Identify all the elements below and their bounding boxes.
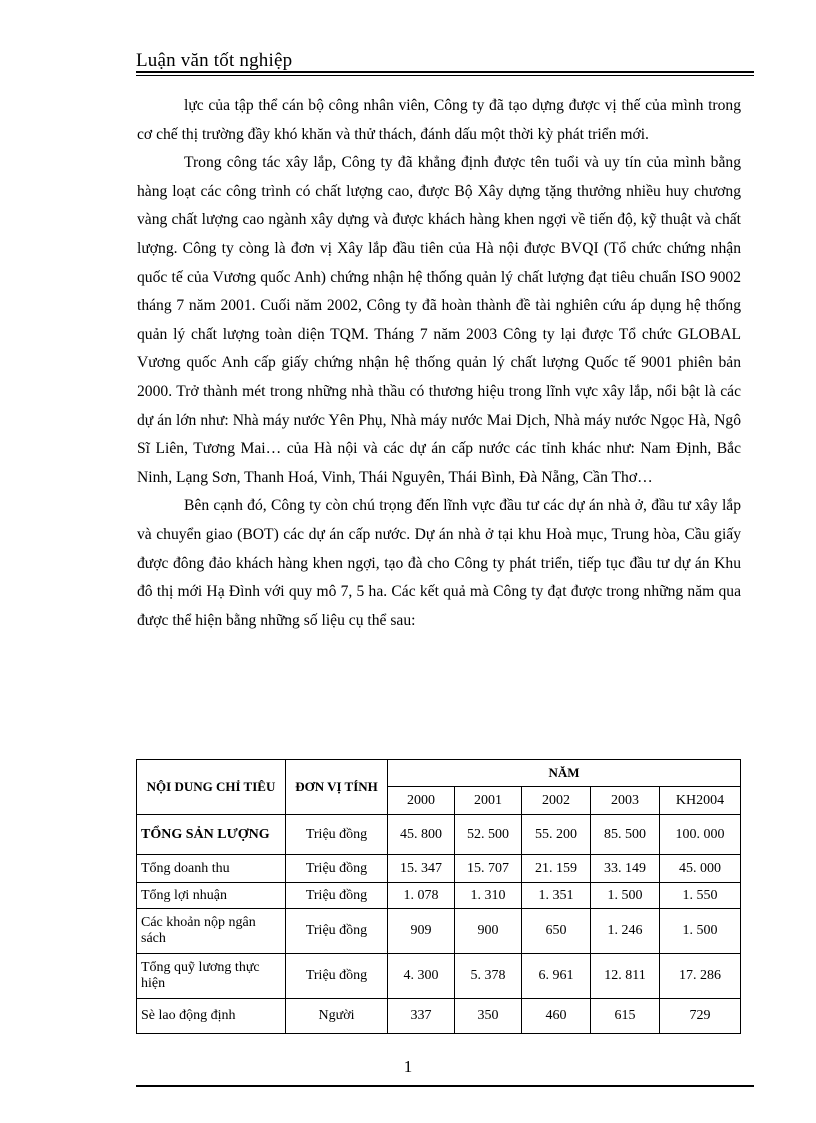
table-row bbox=[137, 815, 741, 855]
row-value: 650 bbox=[522, 909, 591, 954]
header-year: NĂM bbox=[388, 760, 741, 787]
row-value: 1. 246 bbox=[591, 909, 660, 954]
results-table bbox=[136, 759, 741, 1034]
row-label: Tổng quỹ lương thực hiện bbox=[137, 954, 286, 999]
footer-rule bbox=[136, 1085, 754, 1087]
row-value: 45. 000 bbox=[660, 855, 741, 883]
row-label: TỔNG SẢN LƯỢNG bbox=[137, 815, 286, 855]
row-label: Tổng doanh thu bbox=[137, 855, 286, 883]
row-value: 33. 149 bbox=[591, 855, 660, 883]
row-value: 615 bbox=[591, 999, 660, 1034]
header-rule-thin bbox=[136, 75, 754, 76]
row-value: 909 bbox=[388, 909, 455, 954]
body-text bbox=[137, 92, 741, 635]
row-value: 1. 310 bbox=[455, 883, 522, 909]
header-rule-thick bbox=[136, 71, 754, 73]
header-content: NỘI DUNG CHỈ TIÊU bbox=[137, 760, 286, 815]
row-unit: Người bbox=[286, 999, 388, 1034]
row-value: 5. 378 bbox=[455, 954, 522, 999]
row-value: 350 bbox=[455, 999, 522, 1034]
table-row bbox=[137, 909, 741, 954]
row-unit: Triệu đồng bbox=[286, 954, 388, 999]
paragraph-1: lực của tập thể cán bộ công nhân viên, Công ty đã tạo dựng được vị thế của mình trong cơ chế thị trường đầy khó khăn và thử thách, đánh dấu một thời kỳ phát triển mới. bbox=[137, 97, 741, 143]
table-row bbox=[137, 883, 741, 909]
table-row bbox=[137, 855, 741, 883]
row-value: 1. 500 bbox=[591, 883, 660, 909]
row-value: 45. 800 bbox=[388, 815, 455, 855]
row-value: 1. 500 bbox=[660, 909, 741, 954]
row-unit: Triệu đồng bbox=[286, 909, 388, 954]
row-value: 900 bbox=[455, 909, 522, 954]
row-value: 15. 347 bbox=[388, 855, 455, 883]
year-cell: 2002 bbox=[522, 787, 591, 815]
row-value: 15. 707 bbox=[455, 855, 522, 883]
paragraph-2: Trong công tác xây lắp, Công ty đã khẳng định được tên tuổi và uy tín của mình bằng hàng loạt các công trình có chất lượng cao, được Bộ Xây dựng tặng thưởng nhiều huy chương vàng chất lượng cao ngành xây dựng và được khách hàng khen ngợi về tiến độ, kỹ thuật và chất lượng. Công ty còng là đơn vị Xây lắp đầu tiên của Hà nội được BVQI (Tổ chức chứng nhận quốc tế của Vương quốc Anh) chứng nhận hệ thống quản lý chất lượng đạt tiêu chuẩn ISO 9002 tháng 7 năm 2001. Cuối năm 2002, Công ty đã hoàn thành đề tài nghiên cứu áp dụng hệ thống quản lý chất lượng toàn diện TQM. Tháng 7 năm 2003 Công ty lại được Tổ chức GLOBAL Vương quốc Anh cấp giấy chứng nhận hệ thống quản lý chất lượng Quốc tế 9001 phiên bản 2000. Trở thành mét trong những nhà thầu có thương hiệu trong lĩnh vực xây lắp, nổi bật là các dự án lớn như: Nhà máy nước Yên Phụ, Nhà máy nước Mai Dịch, Nhà máy nước Ngọc Hà, Ngô Sĩ Liên, Tương Mai… của Hà nội và các dự án cấp nước các tỉnh khác như: Nam Định, Bắc Ninh, Lạng Sơn, Thanh Hoá, Vinh, Thái Nguyên, Thái Bình, Đà Nẵng, Cần Thơ… bbox=[137, 154, 741, 486]
row-value: 4. 300 bbox=[388, 954, 455, 999]
row-unit: Triệu đồng bbox=[286, 815, 388, 855]
row-unit: Triệu đồng bbox=[286, 883, 388, 909]
row-value: 17. 286 bbox=[660, 954, 741, 999]
table-row bbox=[137, 954, 741, 999]
row-value: 100. 000 bbox=[660, 815, 741, 855]
row-value: 1. 550 bbox=[660, 883, 741, 909]
row-value: 1. 078 bbox=[388, 883, 455, 909]
row-label: Tổng lợi nhuận bbox=[137, 883, 286, 909]
row-value: 55. 200 bbox=[522, 815, 591, 855]
row-label: Các khoản nộp ngân sách bbox=[137, 909, 286, 954]
row-value: 12. 811 bbox=[591, 954, 660, 999]
table-row bbox=[137, 999, 741, 1034]
year-cell: 2001 bbox=[455, 787, 522, 815]
row-value: 1. 351 bbox=[522, 883, 591, 909]
header-unit: ĐƠN VỊ TÍNH bbox=[286, 760, 388, 815]
year-cell: 2000 bbox=[388, 787, 455, 815]
year-cell: 2003 bbox=[591, 787, 660, 815]
row-label: Sè lao động định bbox=[137, 999, 286, 1034]
row-value: 729 bbox=[660, 999, 741, 1034]
table-header-row bbox=[137, 760, 741, 787]
row-unit: Triệu đồng bbox=[286, 855, 388, 883]
row-value: 52. 500 bbox=[455, 815, 522, 855]
paragraph-3: Bên cạnh đó, Công ty còn chú trọng đến lĩnh vực đầu tư các dự án nhà ở, đầu tư xây lắp và chuyển giao (BOT) các dự án cấp nước. Dự án nhà ở tại khu Hoà mục, Trung hòa, Cầu giấy được đông đảo khách hàng khen ngợi, tạo đà cho Công ty phát triển, tiếp tục đầu tư dự án Khu đô thị mới Hạ Đình với quy mô 7, 5 ha. Các kết quả mà Công ty đạt được trong những năm qua được thể hiện bằng những số liệu cụ thể sau: bbox=[137, 497, 741, 629]
row-value: 85. 500 bbox=[591, 815, 660, 855]
page-header-title: Luận văn tốt nghiệp bbox=[136, 50, 293, 71]
year-cell: KH2004 bbox=[660, 787, 741, 815]
row-value: 6. 961 bbox=[522, 954, 591, 999]
row-value: 337 bbox=[388, 999, 455, 1034]
row-value: 21. 159 bbox=[522, 855, 591, 883]
page-number: 1 bbox=[403, 1057, 413, 1076]
row-value: 460 bbox=[522, 999, 591, 1034]
